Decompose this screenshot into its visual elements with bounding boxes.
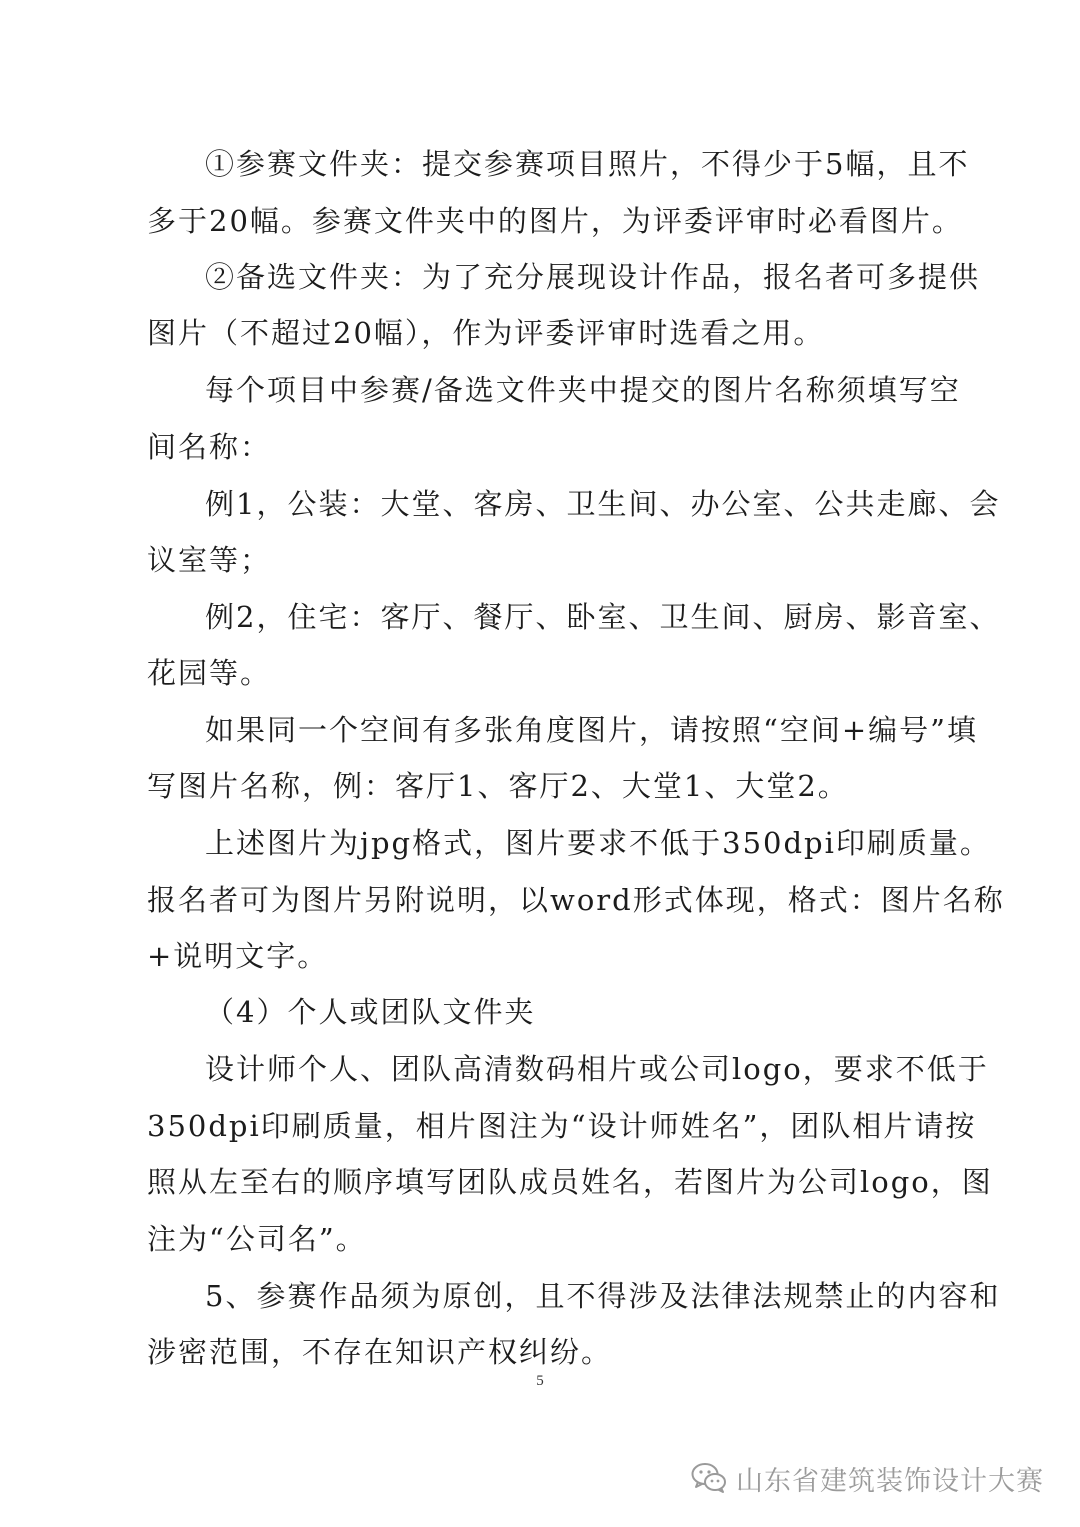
paragraph-line: 如果同一个空间有多张角度图片，请按照“空间+编号”填 xyxy=(205,713,978,747)
page-number: 5 xyxy=(536,1373,544,1389)
paragraph-line: 例2，住宅：客厅、餐厅、卧室、卫生间、厨房、影音室、 xyxy=(205,600,1001,634)
paragraph-line: 多于20幅。参赛文件夹中的图片，为评委评审时必看图片。 xyxy=(147,204,963,238)
paragraph-line: 报名者可为图片另附说明，以word形式体现，格式：图片名称 xyxy=(147,883,1005,917)
paragraph-line: 注为“公司名”。 xyxy=(147,1222,367,1256)
paragraph-line: 花园等。 xyxy=(147,656,272,690)
paragraph-line: 图片（不超过20幅），作为评委评审时选看之用。 xyxy=(147,316,825,350)
paragraph-line: 每个项目中参赛/备选文件夹中提交的图片名称须填写空 xyxy=(205,373,961,407)
wechat-icon xyxy=(690,1461,728,1495)
watermark xyxy=(690,1456,1044,1500)
paragraph-line: 上述图片为jpg格式，图片要求不低于350dpi印刷质量。 xyxy=(205,826,991,860)
paragraph-line: 议室等； xyxy=(147,543,272,577)
watermark-text: 山东省建筑装饰设计大赛 xyxy=(736,1465,1044,1497)
paragraph-line: 间名称： xyxy=(147,430,272,464)
paragraph-line: ①参赛文件夹：提交参赛项目照片，不得少于5幅，且不 xyxy=(205,147,970,181)
paragraph-line: 设计师个人、团队高清数码相片或公司logo，要求不低于 xyxy=(205,1052,989,1086)
paragraph-line: 例1，公装：大堂、客房、卫生间、办公室、公共走廊、会 xyxy=(205,487,1001,521)
paragraph-line: 写图片名称，例：客厅1、客厅2、大堂1、大堂2。 xyxy=(147,769,849,803)
paragraph-line: 350dpi印刷质量，相片图注为“设计师姓名”，团队相片请按 xyxy=(147,1109,977,1143)
paragraph-line: +说明文字。 xyxy=(147,939,329,973)
section-heading: （4）个人或团队文件夹 xyxy=(205,995,536,1029)
paragraph-line: 照从左至右的顺序填写团队成员姓名，若图片为公司logo，图 xyxy=(147,1165,993,1199)
paragraph-line: ②备选文件夹：为了充分展现设计作品，报名者可多提供 xyxy=(205,260,981,294)
paragraph-line: 5、参赛作品须为原创，且不得涉及法律法规禁止的内容和 xyxy=(205,1279,1001,1313)
paragraph-line: 涉密范围，不存在知识产权纠纷。 xyxy=(147,1335,613,1369)
